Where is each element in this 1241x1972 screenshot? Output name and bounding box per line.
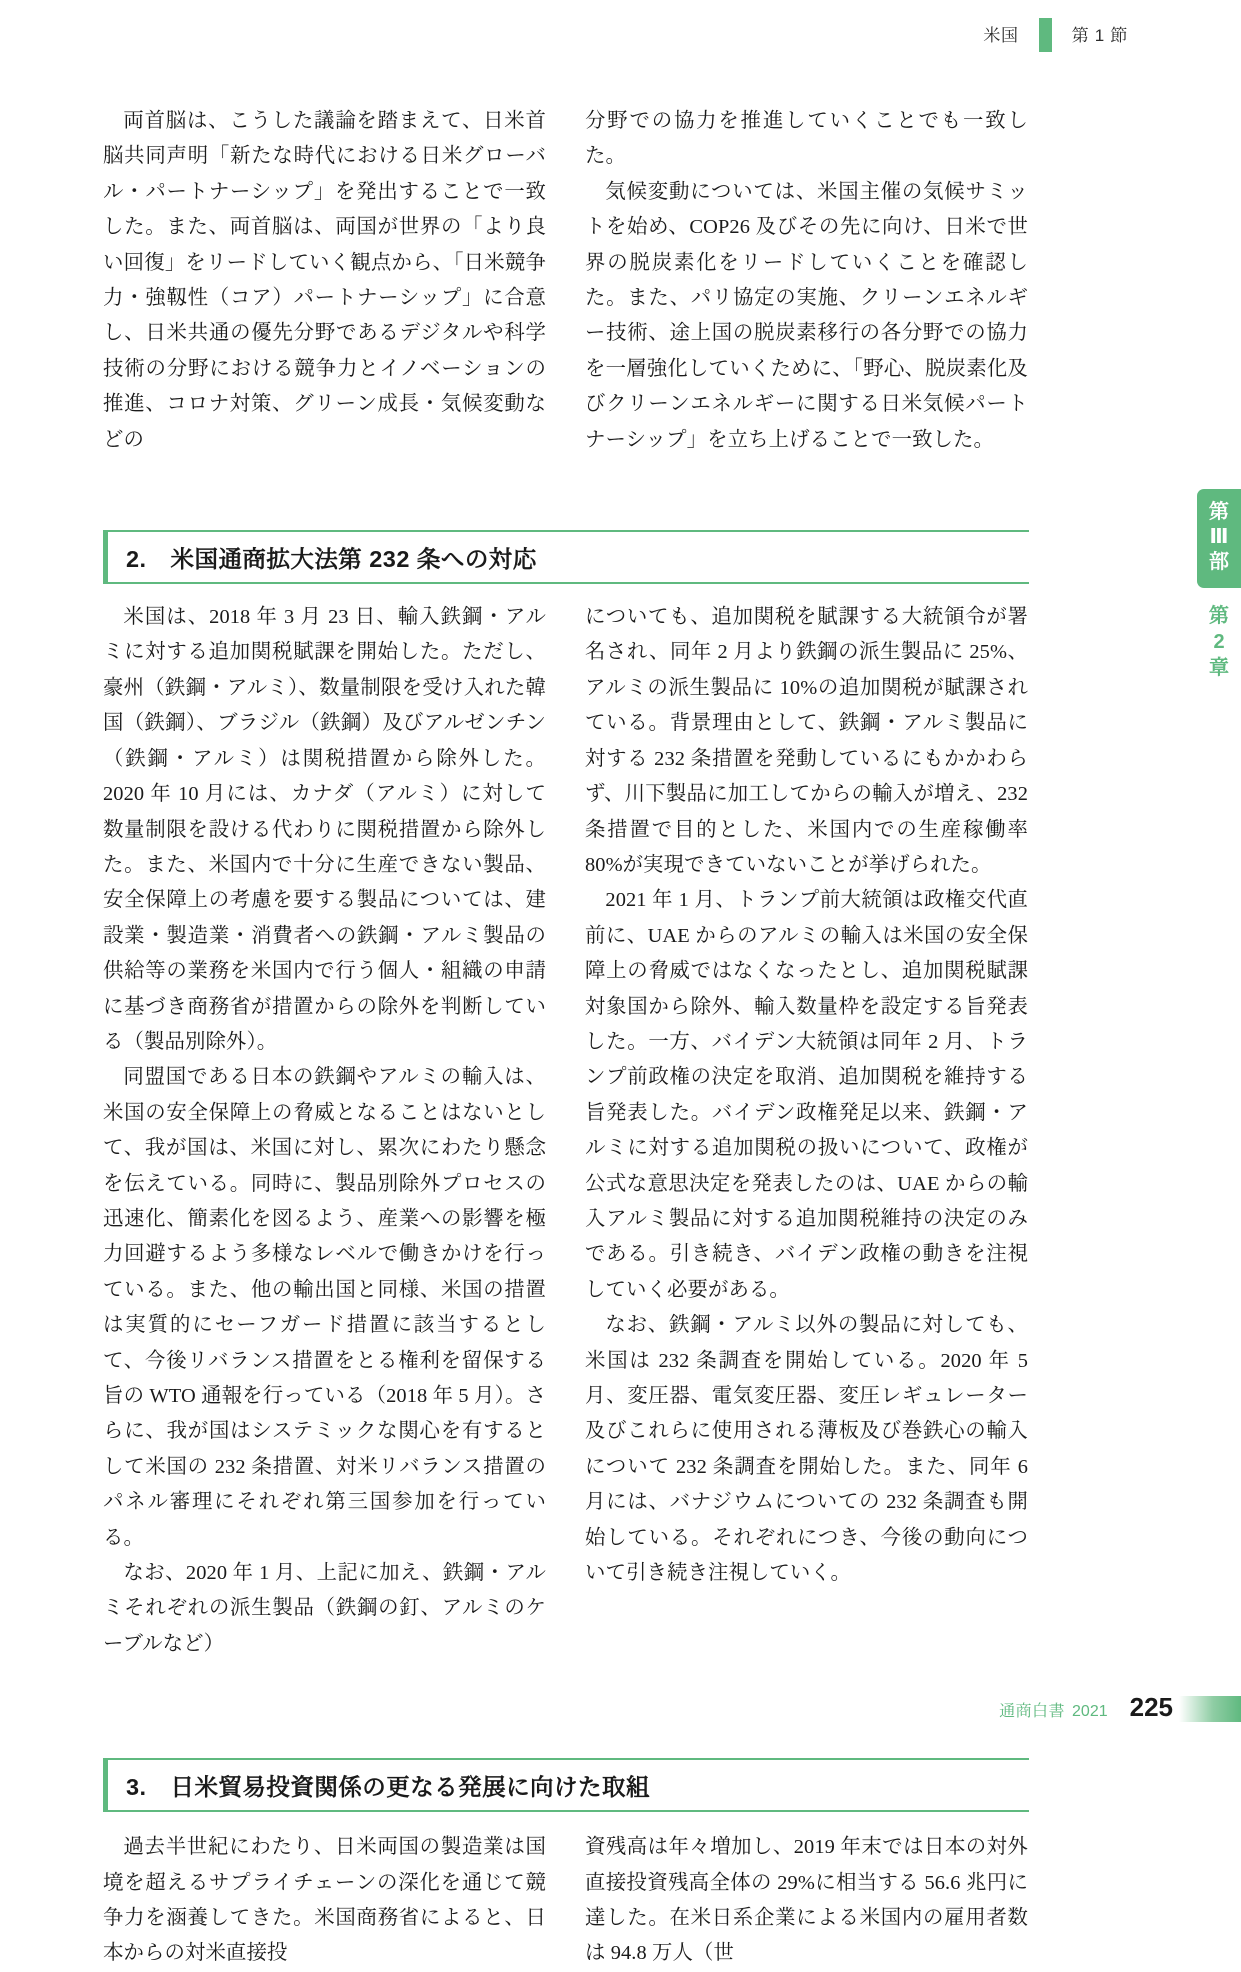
paragraph: なお、鉄鋼・アルミ以外の製品に対しても、米国は 232 条調査を開始している。2020 年 5 月、変圧器、電気変圧器、変圧レギュレーター及びこれらに使用される薄板及び巻鉄心の輸入について 232 条調査を開始した。また、同年 6 月には、バナジウムについての 232 条調査も開始している。それぞれにつき、今後の動向について引き続き注視していく。 [585, 1314, 1028, 1585]
section2-columns [103, 600, 1029, 1662]
footer-document-title: 通商白書 [999, 1703, 1066, 1720]
paragraph: 2021 年 1 月、トランプ前大統領は政権交代直前に、UAE からのアルミの輸入は米国の安全保障上の脅威ではなくなったとし、追加関税賦課対象国から除外、輸入数量枠を設定する旨発表した。一方、バイデン大統領は同年 2 月、トランプ前政権の決定を取消、追加関税を維持する旨発表した。バイデン政権発足以来、鉄鋼・アルミに対する追加関税の扱いについて、政権が公式な意思決定を発表したのは、UAE からの輸入アルミ製品に対する追加関税維持の決定のみである。引き続き、バイデン政権の動きを注視していく必要がある。 [585, 889, 1028, 1301]
side-tab-part-char-1: 第 [1209, 501, 1229, 523]
footer-year: 2021 [1072, 1703, 1108, 1720]
paragraph: 資残高は年々増加し、2019 年末では日本の対外直接投資残高全体の 29%に相当する 56.6 兆円に達した。在米日系企業による米国内の雇用者数は 94.8 万人（世 [585, 1836, 1028, 1965]
footer-accent-bar [1179, 1696, 1241, 1722]
section2-right-column [585, 600, 1028, 1662]
paragraph: 米国は、2018 年 3 月 23 日、輸入鉄鋼・アルミに対する追加関税賦課を開始した。ただし、豪州（鉄鋼・アルミ）、数量制限を受け入れた韓国（鉄鋼）、ブラジル（鉄鋼）及びアルゼンチン（鉄鋼・アルミ）は関税措置から除外した。2020 年 10 月には、カナダ（アルミ）に対して数量制限を設ける代わりに関税措置から除外した。また、米国内で十分に生産できない製品、安全保障上の考慮を要する製品については、建設業・製造業・消費者への鉄鋼・アルミ製品の供給等の業務を米国内で行う個人・組織の申請に基づき商務省が措置からの除外を判断している（製品別除外）。 [103, 606, 546, 1053]
section-heading-3 [103, 1758, 1029, 1812]
paragraph: 同盟国である日本の鉄鋼やアルミの輸入は、米国の安全保障上の脅威となることはないとして、我が国は、米国に対し、累次にわたり懸念を伝えている。同時に、製品別除外プロセスの迅速化、簡素化を図るよう、産業への影響を極力回避するよう多様なレベルで働きかけを行っている。また、他の輸出国と同様、米国の措置は実質的にセーフガード措置に該当するとして、今後リバランス措置をとる権利を留保する旨の WTO 通報を行っている（2018 年 5 月）。さらに、我が国はシステミックな関心を有するとして米国の 232 条措置、対米リバランス措置のパネル審理にそれぞれ第三国参加を行っている。 [103, 1066, 546, 1549]
paragraph: 両首脳は、こうした議論を踏まえて、日米首脳共同声明「新たな時代における日米グローバル・パートナーシップ」を発出することで一致した。また、両首脳は、両国が世界の「より良い回復」をリードしていく観点から、「日米競争力・強靱性（コア）パートナーシップ」に合意し、日米共通の優先分野であるデジタルや科学技術の分野における競争力とイノベーションの推進、コロナ対策、グリーン成長・気候変動などの [103, 110, 546, 451]
paragraph: 気候変動については、米国主催の気候サミットを始め、COP26 及びその先に向け、日米で世界の脱炭素化をリードしていくことを確認した。また、パリ協定の実施、クリーンエネルギー技術、途上国の脱炭素移行の各分野での協力を一層強化していくために、「野心、脱炭素化及びクリーンエネルギーに関する日米気候パートナーシップ」を立ち上げることで一致した。 [585, 180, 1028, 451]
section2-left-column [103, 600, 546, 1662]
spacer [103, 1662, 1029, 1758]
header-divider-rule [1039, 18, 1052, 52]
page-footer [999, 1692, 1241, 1726]
section-heading-3-text: 3. 日米貿易投資関係の更なる発展に向けた取組 [126, 1774, 650, 1801]
side-tab-part-char-2: Ⅲ [1209, 526, 1229, 548]
section-heading-2 [103, 530, 1029, 584]
side-tab-chapter-char-2: 2 [1213, 631, 1225, 653]
section3-right-column [585, 1830, 1028, 1972]
header-section-label: 第 1 節 [1071, 25, 1128, 45]
paragraph: なお、2020 年 1 月、上記に加え、鉄鋼・アルミそれぞれの派生製品（鉄鋼の釘、アルミのケーブルなど） [103, 1562, 546, 1655]
section3-columns [103, 1830, 1029, 1972]
side-chapter-tab [1197, 489, 1241, 681]
intro-right-column [585, 104, 1028, 458]
side-tab-chapter-char-3: 章 [1209, 657, 1229, 679]
side-tab-part-char-3: 部 [1209, 551, 1229, 573]
page-number: 225 [1129, 1692, 1173, 1722]
header-country-label: 米国 [983, 25, 1019, 45]
paragraph: 分野での協力を推進していくことでも一致した。 [585, 110, 1028, 168]
side-tab-part-box [1197, 489, 1241, 588]
side-tab-chapter-char-1: 第 [1209, 605, 1229, 627]
running-header [983, 18, 1128, 52]
section3-left-column [103, 1830, 546, 1972]
spacer [103, 1812, 1029, 1830]
paragraph: 過去半世紀にわたり、日米両国の製造業は国境を超えるサプライチェーンの深化を通じて競争力を涵養してきた。米国商務省によると、日本からの対米直接投 [103, 1836, 546, 1965]
spacer [103, 584, 1029, 600]
side-tab-chapter-group [1197, 603, 1241, 681]
intro-columns [103, 104, 1029, 458]
paragraph: についても、追加関税を賦課する大統領令が署名され、同年 2 月より鉄鋼の派生製品に 25%、アルミの派生製品に 10%の追加関税が賦課されている。背景理由として、鉄鋼・アルミ製品に対する 232 条措置を発動しているにもかかわらず、川下製品に加工してからの輸入が増え、232 条措置で目的とした、米国内での生産稼働率80%が実現できていないことが挙げられた。 [585, 606, 1028, 876]
page-body [103, 104, 1029, 1972]
section-heading-2-text: 2. 米国通商拡大法第 232 条への対応 [126, 546, 537, 573]
spacer [103, 458, 1029, 530]
intro-left-column [103, 104, 546, 458]
